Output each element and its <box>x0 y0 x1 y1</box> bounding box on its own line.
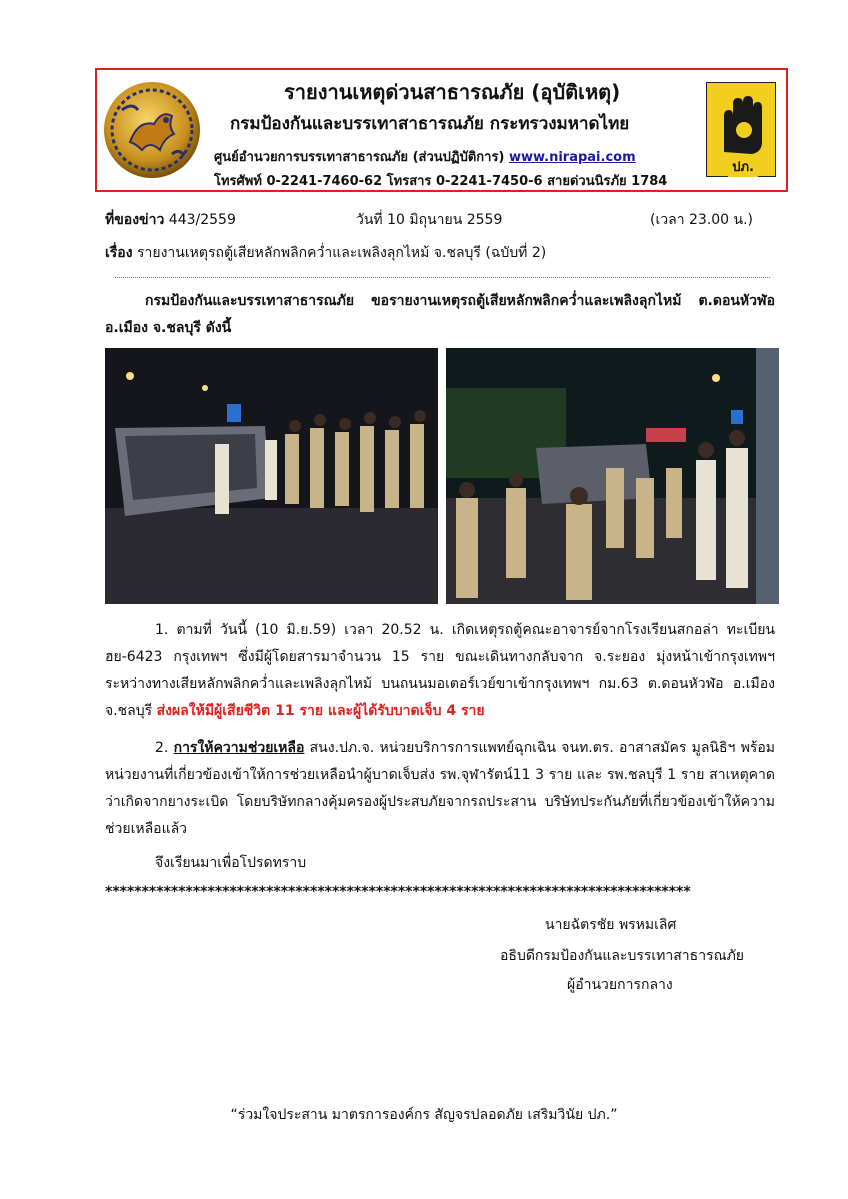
report-header <box>95 68 788 192</box>
signer-role: ผู้อำนวยการกลาง <box>567 977 673 993</box>
section-2-label: การให้ความช่วยเหลือ <box>173 740 305 756</box>
subject-value: รายงานเหตุรถตู้เสียหลักพลิกคว่ำและเพลิงลุกไหม้ จ.ชลบุรี (ฉบับที่ 2) <box>137 245 547 261</box>
reference-number <box>105 209 236 231</box>
operations-center <box>214 146 636 167</box>
signer-position: อธิบดีกรมป้องกันและบรรเทาสาธารณภัย <box>500 948 745 964</box>
subject-line <box>105 242 546 264</box>
section-2-paragraph <box>105 735 775 843</box>
intro-paragraph: กรมป้องกันและบรรเทาสาธารณภัย ขอรายงานเหตุรถตู้เสียหลักพลิกคว่ำและเพลิงลุกไหม้ ต.ดอนหัวฬ่อ อ.เมือง จ.ชลบุรี ดังนี้ <box>105 293 775 336</box>
casualty-highlight: ส่งผลให้มีผู้เสียชีวิต 11 ราย และผู้ได้รับบาดเจ็บ 4 ราย <box>156 703 485 719</box>
section-1-text: 1. ตามที่ วันนี้ (10 มิ.ย.59) เวลา 20.52 น. เกิดเหตุรถตู้คณะอาจารย์จากโรงเรียนสกอล่า ทะเบียน ฮย-6423 กรุงเทพฯ ซึ่งมีผู้โดยสารมาจำนวน 15 ราย ขณะเดินทางกลับจาก จ.ระยอง มุ่งหน้าเข้ากรุงเทพฯ ระหว่างทางเสียหลักพลิกคว่ำและเพลิงลุกไหม้ บนถนนมอเตอร์เวย์ขาเข้ากรุงเทพฯ กม.63 ต.ดอนหัวฬ่อ อ.เมือง จ.ชลบุรี <box>105 622 775 719</box>
divider <box>115 277 770 278</box>
asterisk-separator: ******************************************************************************** <box>105 884 691 900</box>
reference-value: 443/2559 <box>168 212 236 228</box>
report-date: วันที่ 10 มิถุนายน 2559 <box>356 212 503 228</box>
section-2-text: สนง.ปภ.จ. หน่วยบริการการแพทย์ฉุกเฉิน จนท.ตร. อาสาสมัคร มูลนิธิฯ พร้อมหน่วยงานที่เกี่ยวข้องเข้าให้การช่วยเหลือนำผู้บาดเจ็บส่ง รพ.จุฬารัตน์11 3 ราย และ รพ.ชลบุรี 1 ราย สาเหตุคาดว่าเกิดจากยางระเบิด โดยบริษัทกลางคุ้มครองผู้ประสบภัยจากรถประสาน บริษัทประกันภัยที่เกี่ยวข้องเข้าให้ความช่วยเหลือแล้ว <box>105 740 775 837</box>
subject-label: เรื่อง <box>105 245 133 261</box>
center-name: ศูนย์อำนวยการบรรเทาสาธารณภัย (ส่วนปฏิบัติการ) <box>214 150 505 165</box>
ministry-seal-icon <box>102 80 202 180</box>
contact-numbers: โทรศัพท์ 0-2241-7460-62 โทรสาร 0-2241-7450-6 สายด่วนนิรภัย 1784 <box>214 174 668 189</box>
website-link[interactable]: www.nirapai.com <box>508 150 636 165</box>
section-2-number: 2. <box>155 740 169 756</box>
logo-text: ปภ. <box>728 156 758 177</box>
closing-line: จึงเรียนมาเพื่อโปรดทราบ <box>155 855 307 871</box>
signer-name: นายฉัตรชัย พรหมเลิศ <box>545 917 677 933</box>
report-title: รายงานเหตุด่วนสาธารณภัย (อุบัติเหตุ) <box>284 80 621 104</box>
accident-photo-right <box>446 348 779 604</box>
report-time: (เวลา 23.00 น.) <box>650 212 754 228</box>
footer-slogan: “ร่วมใจประสาน มาตรการองค์กร สัญจรปลอดภัย เสริมวินัย ปภ.” <box>230 1107 618 1123</box>
department-name: กรมป้องกันและบรรเทาสาธารณภัย กระทรวงมหาดไทย <box>230 114 630 134</box>
section-1-paragraph <box>105 617 775 725</box>
reference-label: ที่ของข่าว <box>105 212 165 228</box>
accident-photo-left <box>105 348 438 604</box>
